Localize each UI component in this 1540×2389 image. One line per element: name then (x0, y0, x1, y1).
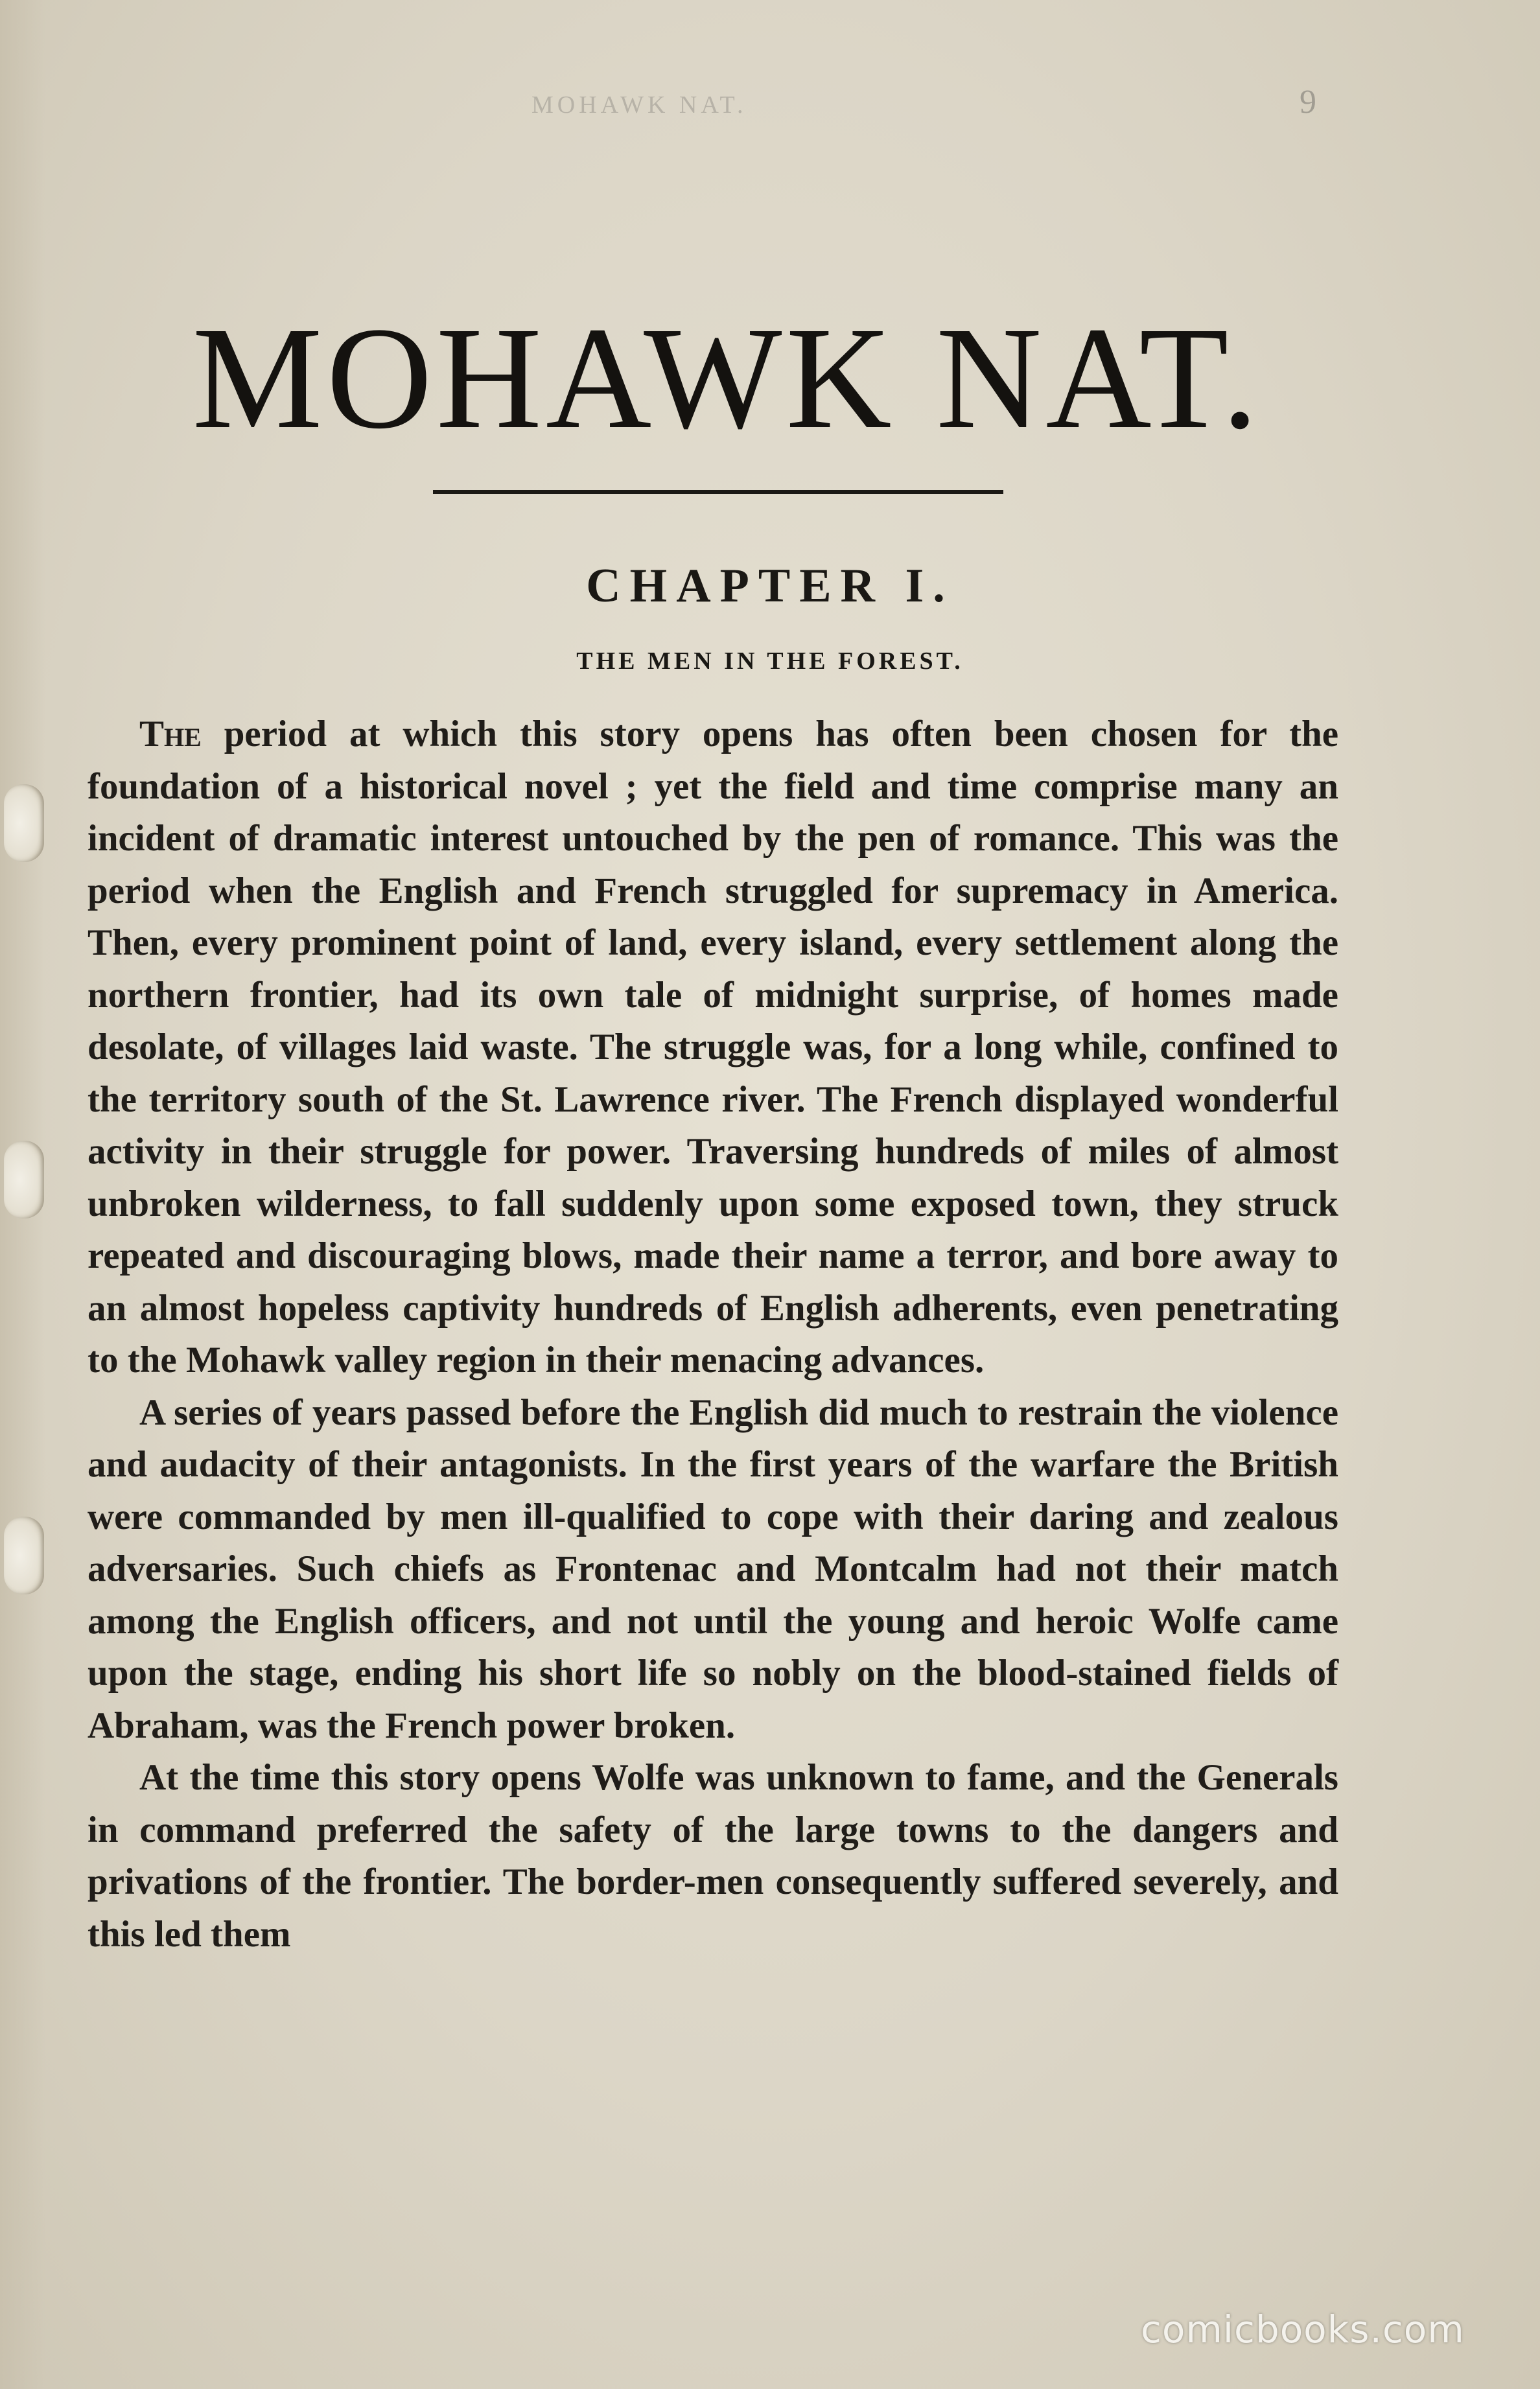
binding-hole-bottom (4, 1517, 44, 1594)
chapter-subtitle: THE MEN IN THE FOREST. (576, 647, 964, 675)
paragraph-3 (88, 1752, 1338, 1961)
chapter-heading: CHAPTER I. (586, 559, 954, 612)
watermark: comicbooks.com (1141, 2307, 1465, 2351)
title-rule (433, 490, 1003, 494)
body-text (88, 708, 1338, 1961)
binding-hole-top (4, 784, 44, 862)
paragraph-3-text: At the time this story opens Wolfe was unknown to fame, and the Generals in command preferred the safety of the large towns to the dangers and privations of the frontier. The border-men consequently suffered severely, and this led them (88, 1757, 1338, 1955)
page-title: MOHAWK NAT. (192, 297, 1263, 459)
binding-hole-middle (4, 1141, 44, 1218)
paragraph-1-lead: The (139, 714, 202, 754)
paragraph-1 (88, 708, 1338, 1387)
page-number: 9 (1300, 84, 1316, 121)
paragraph-1-text: period at which this story opens has often been chosen for the foundation of a historical novel ; yet the field and time comprise many an incident of dramatic interest untouched by the pen of romance. This was the period when the English and French struggled for supremacy in America. Then, every prominent point of land, every island, every settlement along the northern frontier, had its own tale of midnight surprise, of homes made desolate, of villages laid waste. The struggle was, for a long while, confined to the territory south of the St. Lawrence river. The French displayed wonderful activity in their struggle for power. Traversing hundreds of miles of almost unbroken wilderness, to fall suddenly upon some exposed town, they struck repeated and discouraging blows, made their name a terror, and bore away to an almost hopeless captivity hundreds of English adherents, even penetrating to the Mohawk valley region in their menacing advances. (88, 714, 1338, 1381)
paragraph-2-text: A series of years passed before the English did much to restrain the violence and audacity of their antagonists. In the first years of the warfare the British were commanded by men ill-qualified to cope with their daring and zealous adversaries. Such chiefs as Frontenac and Montcalm had not their match among the English officers, and not until the young and heroic Wolfe came upon the stage, ending his short life so nobly on the blood-stained fields of Abraham, was the French power broken. (88, 1392, 1338, 1746)
running-head: MOHAWK NAT. (531, 91, 747, 119)
paragraph-2 (88, 1387, 1338, 1753)
